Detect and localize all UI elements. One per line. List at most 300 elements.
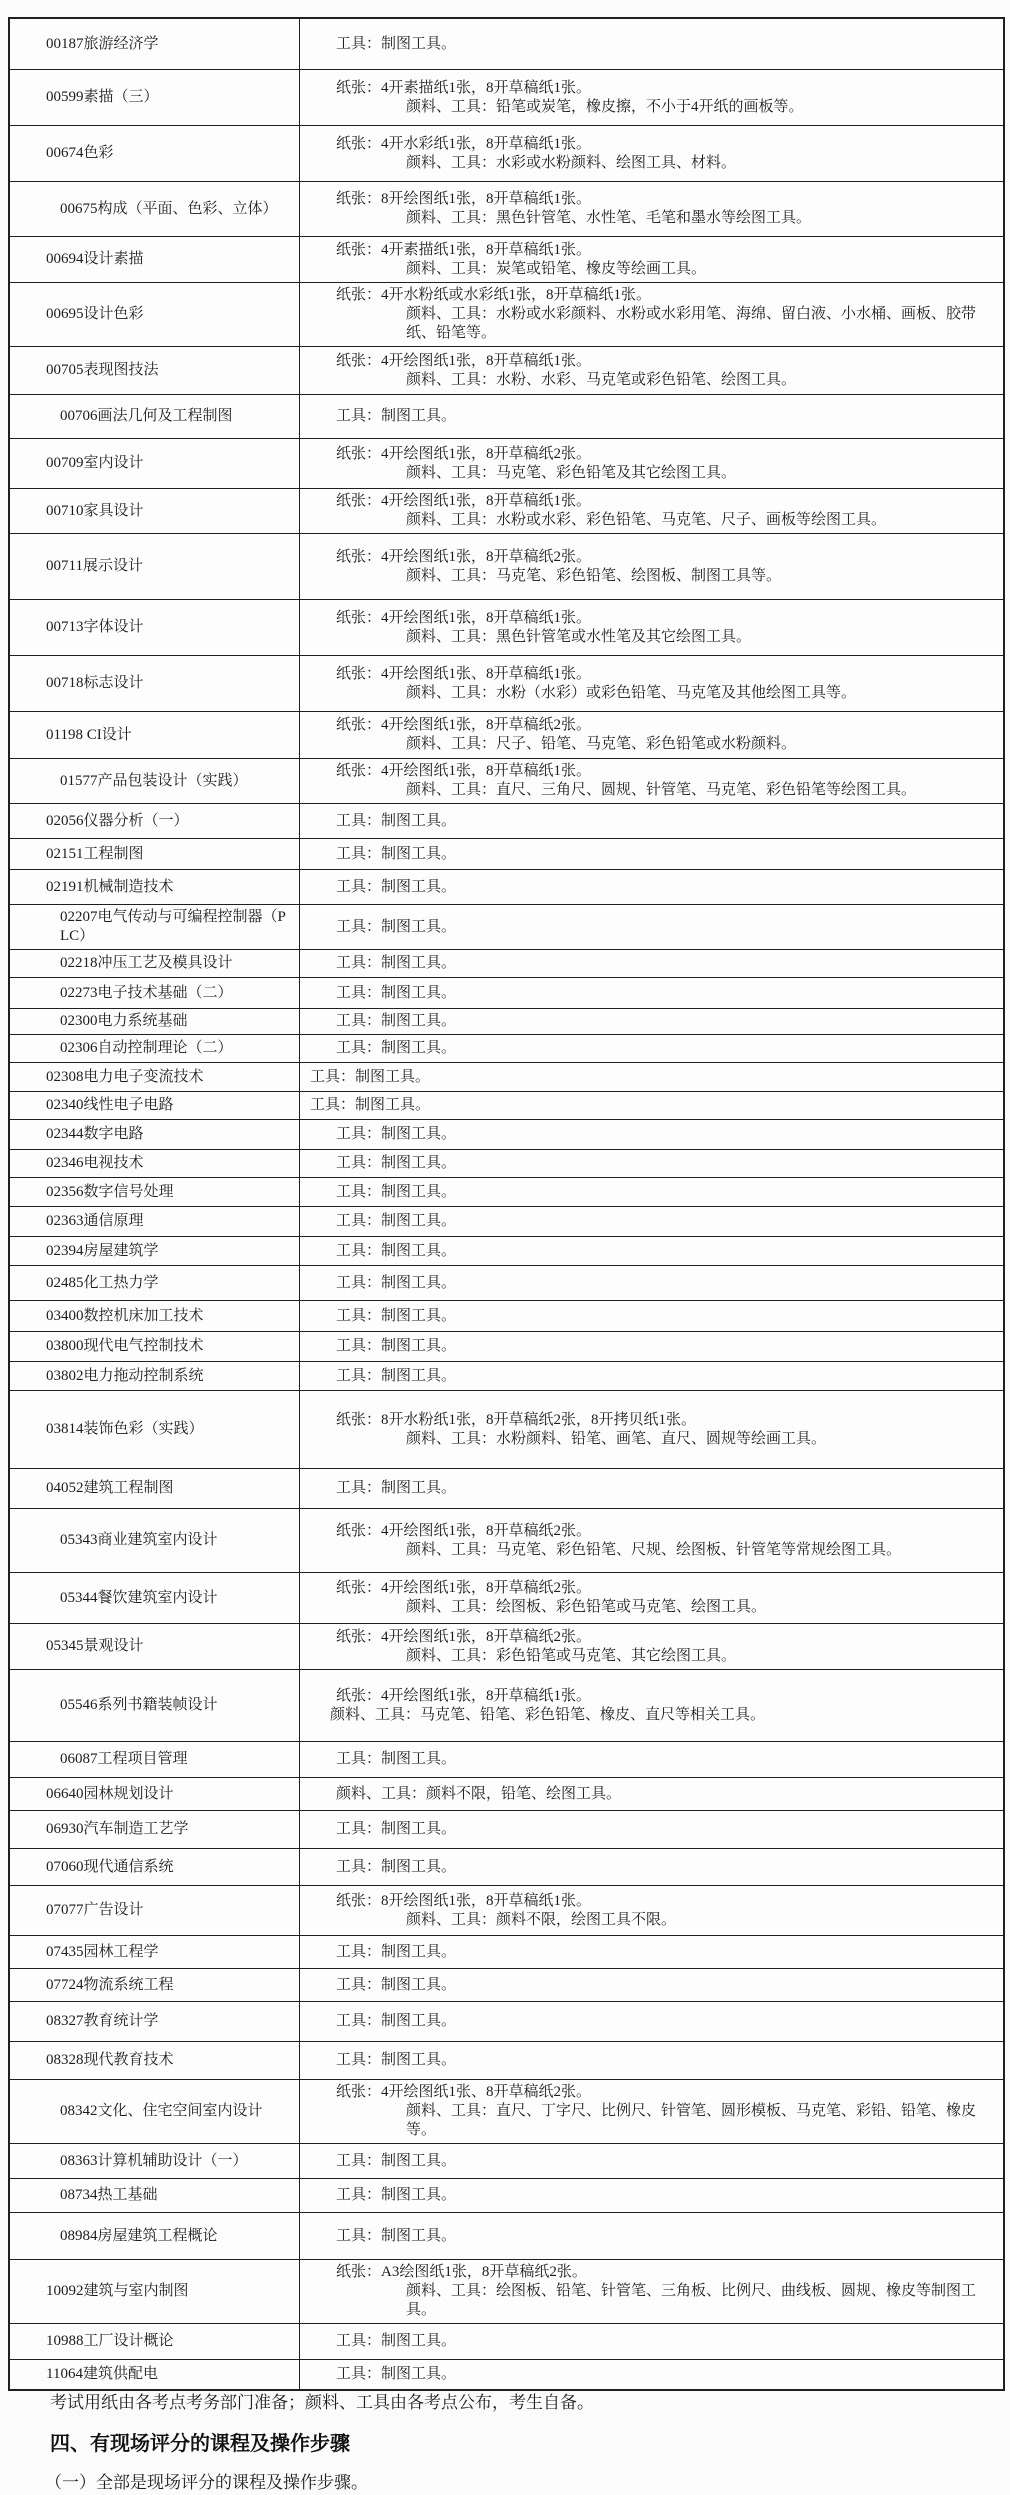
course-name: 04052建筑工程制图 <box>46 1480 174 1496</box>
course-name-cell <box>10 347 300 394</box>
requirements-cell <box>300 1009 1003 1034</box>
course-name-cell <box>10 839 300 869</box>
requirements-cell <box>300 1778 1003 1810</box>
course-name: 01198 CI设计 <box>46 726 132 743</box>
course-name-cell <box>10 489 300 533</box>
course-name: 02151工程制图 <box>46 845 144 862</box>
table-row <box>10 758 1003 803</box>
requirement-line: 工具：制图工具。 <box>336 2227 457 2244</box>
table-row <box>10 1572 1003 1623</box>
course-name-cell <box>10 237 300 282</box>
requirement-line: 颜料、工具：直尺、丁字尺、比例尺、针管笔、圆形模板、马克笔、彩铅、铅笔、橡皮等。 <box>406 2103 977 2138</box>
requirements-cell <box>300 2213 1003 2259</box>
table-row <box>10 1968 1003 2001</box>
course-name-cell <box>10 1969 300 2001</box>
requirement-line: 工具：制图工具。 <box>336 1858 457 1875</box>
course-name: 02346电视技术 <box>46 1155 144 1171</box>
course-name-cell <box>10 1624 300 1669</box>
requirements-cell <box>300 489 1003 533</box>
requirements-cell <box>300 1391 1003 1468</box>
requirement-line: 工具：制图工具。 <box>336 1040 457 1056</box>
course-name: 00706画法几何及工程制图 <box>60 408 233 424</box>
requirements-cell <box>300 839 1003 869</box>
course-name: 02207电气传动与可编程控制器（PLC） <box>60 909 286 944</box>
requirement-line: 纸张：4开水彩纸1张，8开草稿纸1张。 <box>336 135 592 152</box>
requirement-line: 颜料、工具：水粉、水彩、马克笔或彩色铅笔、绘图工具。 <box>406 371 797 388</box>
course-name-cell <box>10 1509 300 1572</box>
course-name-cell <box>10 1742 300 1777</box>
requirement-line: 工具：制图工具。 <box>336 1338 457 1354</box>
table-row <box>10 2001 1003 2041</box>
table-row <box>10 533 1003 599</box>
table-row <box>10 1265 1003 1300</box>
requirement-line: 工具：制图工具。 <box>336 878 457 895</box>
requirements-cell <box>300 70 1003 125</box>
table-row <box>10 2323 1003 2359</box>
requirement-line: 工具：制图工具。 <box>336 1242 457 1259</box>
course-name: 00695设计色彩 <box>46 306 144 322</box>
course-name: 11064建筑供配电 <box>46 2366 158 2382</box>
course-name: 00713字体设计 <box>46 619 144 635</box>
course-name-cell <box>10 1573 300 1623</box>
requirement-line: 工具：制图工具。 <box>336 1213 457 1229</box>
course-name: 08363计算机辅助设计（一） <box>60 2152 248 2169</box>
requirement-line: 颜料、工具：马克笔、彩色铅笔、尺规、绘图板、针管笔等常规绘图工具。 <box>406 1541 902 1558</box>
course-name: 02363通信原理 <box>46 1213 144 1229</box>
requirement-line: 纸张：4开绘图纸1张，8开草稿纸2张。 <box>336 548 592 565</box>
course-name-cell <box>10 1150 300 1177</box>
course-name: 02056仪器分析（一） <box>46 812 189 829</box>
table-row <box>10 19 1003 69</box>
course-name-cell <box>10 2002 300 2041</box>
course-name: 02394房屋建筑学 <box>46 1242 159 1259</box>
course-name-cell <box>10 1778 300 1810</box>
table-row <box>10 1669 1003 1741</box>
table-row <box>10 1390 1003 1468</box>
course-name: 02300电力系统基础 <box>60 1013 188 1029</box>
requirement-line: 工具：制图工具。 <box>336 1155 457 1171</box>
course-name-cell <box>10 1207 300 1236</box>
requirements-cell <box>300 347 1003 394</box>
table-row <box>10 1331 1003 1361</box>
requirement-line: 工具：制图工具。 <box>336 812 457 829</box>
table-row <box>10 1741 1003 1777</box>
table-row <box>10 346 1003 394</box>
requirement-line: 工具：制图工具。 <box>336 2052 457 2068</box>
table-row <box>10 1848 1003 1885</box>
requirement-line: 颜料、工具：黑色针管笔、水性笔、毛笔和墨水等绘图工具。 <box>406 210 812 226</box>
table-row <box>10 1885 1003 1935</box>
requirement-line: 工具：制图工具。 <box>336 1480 457 1496</box>
course-name-cell <box>10 1811 300 1848</box>
course-name-cell <box>10 1936 300 1968</box>
requirement-line: 颜料、工具：马克笔、彩色铅笔及其它绘图工具。 <box>406 464 737 481</box>
requirement-line: 工具：制图工具。 <box>336 2333 457 2349</box>
table-row <box>10 977 1003 1008</box>
table-row <box>10 282 1003 346</box>
requirements-cell <box>300 1886 1003 1935</box>
course-name: 00711展示设计 <box>46 558 143 574</box>
course-name-cell <box>10 656 300 711</box>
requirements-cell <box>300 126 1003 181</box>
requirements-cell <box>300 439 1003 488</box>
requirement-line: 颜料、工具：颜料不限，绘图工具不限。 <box>406 1911 677 1928</box>
requirement-line: 颜料、工具：马克笔、铅笔、彩色铅笔、橡皮、直尺等相关工具。 <box>330 1706 766 1723</box>
course-name-cell <box>10 19 300 69</box>
requirement-line: 纸张：4开绘图纸1张，8开草稿纸1张。 <box>336 352 592 369</box>
requirement-line: 颜料、工具：颜料不限，铅笔、绘图工具。 <box>336 1785 622 1802</box>
table-row <box>10 2212 1003 2259</box>
requirements-cell <box>300 2144 1003 2178</box>
table-row <box>10 1177 1003 1206</box>
requirements-cell <box>300 1063 1003 1091</box>
requirement-line: 工具：制图工具。 <box>336 1821 457 1837</box>
course-name-cell <box>10 283 300 346</box>
table-row <box>10 488 1003 533</box>
course-name: 07724物流系统工程 <box>46 1976 174 1993</box>
course-name-cell <box>10 534 300 599</box>
course-name: 02308电力电子变流技术 <box>46 1068 204 1085</box>
requirement-line: 工具：制图工具。 <box>336 955 457 971</box>
table-row <box>10 1810 1003 1848</box>
course-name-cell <box>10 759 300 803</box>
table-row <box>10 1091 1003 1119</box>
document-page <box>0 8 1010 2492</box>
course-name-cell <box>10 2080 300 2143</box>
requirements-cell <box>300 1811 1003 1848</box>
requirement-line: 纸张：4开绘图纸1张，8开草稿纸2张。 <box>336 1522 592 1539</box>
requirement-line: 颜料、工具：直尺、三角尺、圆规、针管笔、马克笔、彩色铅笔等绘图工具。 <box>406 782 917 798</box>
requirement-line: 工具：制图工具。 <box>336 1976 457 1993</box>
course-name: 08734热工基础 <box>60 2187 158 2203</box>
course-name-cell <box>10 1469 300 1508</box>
requirement-line: 颜料、工具：铅笔或炭笔，橡皮擦，不小于4开纸的画板等。 <box>406 98 804 115</box>
requirements-cell <box>300 283 1003 346</box>
requirements-cell <box>300 19 1003 69</box>
course-name: 03400数控机床加工技术 <box>46 1307 204 1324</box>
requirement-line: 纸张：8开水粉纸1张，8开草稿纸2张，8开拷贝纸1张。 <box>336 1411 697 1428</box>
requirement-line: 颜料、工具：水粉（水彩）或彩色铅笔、马克笔及其他绘图工具等。 <box>406 684 857 701</box>
table-row <box>10 181 1003 236</box>
table-row <box>10 2178 1003 2212</box>
course-name: 02306自动控制理论（二） <box>60 1040 233 1056</box>
table-row <box>10 394 1003 438</box>
requirements-cell <box>300 1035 1003 1062</box>
course-name: 00674色彩 <box>46 145 114 161</box>
course-name: 00187旅游经济学 <box>46 35 159 52</box>
course-name-cell <box>10 1362 300 1390</box>
table-row <box>10 1062 1003 1091</box>
requirements-cell <box>300 237 1003 282</box>
course-name: 08984房屋建筑工程概论 <box>60 2227 218 2244</box>
requirements-cell <box>300 1092 1003 1119</box>
table-row <box>10 2359 1003 2389</box>
table-row <box>10 1300 1003 1331</box>
course-name: 00710家具设计 <box>46 502 144 519</box>
table-row <box>10 1206 1003 1236</box>
table-row <box>10 949 1003 977</box>
requirement-line: 纸张：A3绘图纸1张，8开草稿纸2张。 <box>336 2264 587 2280</box>
course-name-cell <box>10 1301 300 1331</box>
course-name: 02485化工热力学 <box>46 1274 159 1291</box>
course-name: 02340线性电子电路 <box>46 1097 174 1113</box>
table-row <box>10 1119 1003 1149</box>
course-name-cell <box>10 182 300 236</box>
requirement-line: 纸张：4开绘图纸1张、8开草稿纸1张。 <box>336 665 592 682</box>
requirement-line: 工具：制图工具。 <box>336 35 457 52</box>
requirement-line: 颜料、工具：水粉颜料、铅笔、画笔、直尺、圆规等绘画工具。 <box>406 1430 827 1447</box>
course-name-cell <box>10 870 300 904</box>
requirements-cell <box>300 2360 1003 2389</box>
requirements-cell <box>300 978 1003 1008</box>
course-name: 03802电力拖动控制系统 <box>46 1367 204 1384</box>
course-name-cell <box>10 2324 300 2359</box>
course-name-cell <box>10 1849 300 1885</box>
course-name-cell <box>10 126 300 181</box>
requirements-cell <box>300 395 1003 438</box>
requirement-line: 工具：制图工具。 <box>336 1183 457 1200</box>
course-requirements-table <box>8 17 1005 2391</box>
requirement-line: 工具：制图工具。 <box>336 1274 457 1291</box>
table-row <box>10 2143 1003 2178</box>
table-row <box>10 1149 1003 1177</box>
table-row <box>10 1034 1003 1062</box>
course-name-cell <box>10 2360 300 2389</box>
table-row <box>10 655 1003 711</box>
requirement-line: 纸张：4开绘图纸1张，8开草稿纸1张。 <box>336 1687 592 1704</box>
requirement-line: 工具：制图工具。 <box>336 1013 457 1029</box>
requirement-line: 工具：制图工具。 <box>336 2152 457 2169</box>
requirement-line: 纸张：4开素描纸1张，8开草稿纸1张。 <box>336 79 592 96</box>
requirement-line: 纸张：4开绘图纸1张，8开草稿纸1张。 <box>336 609 592 626</box>
course-name-cell <box>10 1009 300 1034</box>
requirement-line: 纸张：4开绘图纸1张，8开草稿纸2张。 <box>336 445 592 462</box>
requirements-cell <box>300 656 1003 711</box>
requirement-line: 纸张：4开绘图纸1张，8开草稿纸1张。 <box>336 763 592 779</box>
course-name: 00705表现图技法 <box>46 362 159 378</box>
course-name: 06087工程项目管理 <box>60 1751 188 1767</box>
requirement-line: 颜料、工具：水粉或水彩颜料、水粉或水彩用笔、海绵、留白液、小水桶、画板、胶带纸、铅笔等。 <box>406 306 977 341</box>
table-row <box>10 1236 1003 1265</box>
course-name-cell <box>10 712 300 758</box>
paper-preparation-note: 考试用纸由各考点考务部门准备；颜料、工具由各考点公布，考生自备。 <box>50 2393 594 2412</box>
table-row <box>10 1777 1003 1810</box>
table-row <box>10 904 1003 949</box>
course-name-cell <box>10 950 300 977</box>
requirement-line: 工具：制图工具。 <box>336 1943 457 1960</box>
table-row <box>10 2259 1003 2323</box>
course-name: 06640园林规划设计 <box>46 1785 174 1802</box>
requirements-cell <box>300 1178 1003 1206</box>
requirement-line: 颜料、工具：绘图板、彩色铅笔或马克笔、绘图工具。 <box>406 1599 767 1615</box>
course-name-cell <box>10 1092 300 1119</box>
requirement-line: 纸张：4开绘图纸1张，8开草稿纸2张。 <box>336 717 592 733</box>
course-name: 00694设计素描 <box>46 251 144 267</box>
course-name: 00718标志设计 <box>46 675 144 691</box>
course-name-cell <box>10 70 300 125</box>
requirement-line: 纸张：4开绘图纸1张，8开草稿纸2张。 <box>336 1580 592 1596</box>
requirement-line: 纸张：8开绘图纸1张，8开草稿纸1张。 <box>336 191 592 207</box>
requirement-line: 颜料、工具：黑色针管笔或水性笔及其它绘图工具。 <box>406 628 752 645</box>
course-name: 02356数字信号处理 <box>46 1183 174 1200</box>
table-row <box>10 1623 1003 1669</box>
requirements-cell <box>300 2042 1003 2079</box>
course-name-cell <box>10 600 300 655</box>
course-name-cell <box>10 1120 300 1149</box>
course-name-cell <box>10 1886 300 1935</box>
requirements-cell <box>300 2080 1003 2143</box>
table-row <box>10 2079 1003 2143</box>
requirement-line: 纸张：4开绘图纸1张、8开草稿纸2张。 <box>336 2084 592 2100</box>
requirement-line: 纸张：4开素描纸1张，8开草稿纸1张。 <box>336 241 592 258</box>
requirements-cell <box>300 1509 1003 1572</box>
course-name: 01577产品包装设计（实践） <box>60 772 248 789</box>
requirements-cell <box>300 2002 1003 2041</box>
section-heading: 四、有现场评分的课程及操作步骤 <box>50 2433 350 2455</box>
course-name: 07060现代通信系统 <box>46 1858 174 1875</box>
course-name-cell <box>10 905 300 949</box>
course-name: 02273电子技术基础（二） <box>60 984 233 1001</box>
requirements-cell <box>300 600 1003 655</box>
requirements-cell <box>300 870 1003 904</box>
course-name: 03800现代电气控制技术 <box>46 1338 204 1354</box>
requirement-line: 颜料、工具：炭笔或铅笔、橡皮等绘画工具。 <box>406 260 707 277</box>
table-row <box>10 869 1003 904</box>
table-row <box>10 1008 1003 1034</box>
requirement-line: 纸张：8开绘图纸1张，8开草稿纸1张。 <box>336 1892 592 1909</box>
requirement-line: 工具：制图工具。 <box>310 1068 431 1085</box>
course-name: 00675构成（平面、色彩、立体） <box>60 200 278 217</box>
requirement-line: 纸张：4开水粉纸或水彩纸1张，8开草稿纸1张。 <box>336 287 652 303</box>
course-name-cell <box>10 1670 300 1741</box>
requirements-cell <box>300 905 1003 949</box>
table-row <box>10 1468 1003 1508</box>
requirement-line: 工具：制图工具。 <box>336 918 457 935</box>
requirements-cell <box>300 182 1003 236</box>
requirements-cell <box>300 2179 1003 2212</box>
course-name-cell <box>10 1332 300 1361</box>
course-name: 02191机械制造技术 <box>46 878 174 895</box>
table-row <box>10 599 1003 655</box>
requirements-cell <box>300 1742 1003 1777</box>
requirements-cell <box>300 950 1003 977</box>
table-row <box>10 711 1003 758</box>
course-name-cell <box>10 1266 300 1300</box>
course-name: 05344餐饮建筑室内设计 <box>60 1589 218 1606</box>
requirement-line: 工具：制图工具。 <box>336 408 457 424</box>
requirement-line: 工具：制图工具。 <box>336 2366 457 2382</box>
course-name-cell <box>10 2042 300 2079</box>
course-name: 00599素描（三） <box>46 89 159 105</box>
table-row <box>10 1361 1003 1390</box>
course-name-cell <box>10 1391 300 1468</box>
course-name: 02344数字电路 <box>46 1126 144 1142</box>
course-name-cell <box>10 395 300 438</box>
table-row <box>10 1508 1003 1572</box>
requirements-cell <box>300 1207 1003 1236</box>
course-name-cell <box>10 439 300 488</box>
course-name: 02218冲压工艺及模具设计 <box>60 955 233 971</box>
requirement-line: 纸张：4开绘图纸1张，8开草稿纸2张。 <box>336 1628 592 1645</box>
table-row <box>10 803 1003 838</box>
table-row <box>10 838 1003 869</box>
requirement-line: 颜料、工具：绘图板、铅笔、针管笔、三角板、比例尺、曲线板、圆规、橡皮等制图工具。 <box>406 2283 977 2318</box>
course-name: 10988工厂设计概论 <box>46 2333 174 2349</box>
requirements-cell <box>300 1849 1003 1885</box>
requirement-line: 工具：制图工具。 <box>336 984 457 1001</box>
requirements-cell <box>300 1670 1003 1741</box>
requirement-line: 工具：制图工具。 <box>336 1307 457 1324</box>
requirements-cell <box>300 712 1003 758</box>
requirement-line: 颜料、工具：马克笔、彩色铅笔、绘图板、制图工具等。 <box>406 567 782 584</box>
requirement-line: 工具：制图工具。 <box>336 1126 457 1142</box>
course-name: 07077广告设计 <box>46 1902 144 1918</box>
course-name-cell <box>10 1063 300 1091</box>
course-name: 10092建筑与室内制图 <box>46 2283 189 2299</box>
requirements-cell <box>300 1332 1003 1361</box>
requirement-line: 颜料、工具：水粉或水彩、彩色铅笔、马克笔、尺子、画板等绘图工具。 <box>406 512 887 528</box>
section-item: （一）全部是现场评分的课程及操作步骤。 <box>45 2473 368 2492</box>
table-row <box>10 125 1003 181</box>
course-name: 05343商业建筑室内设计 <box>60 1532 218 1548</box>
requirement-line: 工具：制图工具。 <box>336 1751 457 1767</box>
table-row <box>10 2041 1003 2079</box>
requirement-line: 工具：制图工具。 <box>336 1367 457 1384</box>
course-name: 06930汽车制造工艺学 <box>46 1821 189 1837</box>
table-row <box>10 1935 1003 1968</box>
course-name: 08327教育统计学 <box>46 2013 159 2029</box>
table-row <box>10 69 1003 125</box>
requirement-line: 工具：制图工具。 <box>336 2013 457 2029</box>
requirement-line: 颜料、工具：水彩或水粉颜料、绘图工具、材料。 <box>406 154 737 171</box>
course-name-cell <box>10 2179 300 2212</box>
course-name-cell <box>10 2260 300 2323</box>
course-name: 05345景观设计 <box>46 1638 144 1654</box>
requirement-line: 颜料、工具：彩色铅笔或马克笔、其它绘图工具。 <box>406 1647 737 1664</box>
course-name: 05546系列书籍装帧设计 <box>60 1697 218 1713</box>
requirement-line: 工具：制图工具。 <box>336 845 457 862</box>
requirements-cell <box>300 1266 1003 1300</box>
course-name: 08328现代教育技术 <box>46 2052 174 2068</box>
course-name-cell <box>10 2144 300 2178</box>
requirement-line: 纸张：4开绘图纸1张，8开草稿纸1张。 <box>336 493 592 509</box>
course-name: 00709室内设计 <box>46 455 144 471</box>
requirements-cell <box>300 1573 1003 1623</box>
table-row <box>10 438 1003 488</box>
course-name: 08342文化、住宅空间室内设计 <box>60 2103 263 2119</box>
requirements-cell <box>300 1362 1003 1390</box>
course-name-cell <box>10 978 300 1008</box>
requirements-cell <box>300 1936 1003 1968</box>
course-name-cell <box>10 1178 300 1206</box>
requirements-cell <box>300 1469 1003 1508</box>
requirement-line: 工具：制图工具。 <box>336 2187 457 2203</box>
table-row <box>10 236 1003 282</box>
requirements-cell <box>300 759 1003 803</box>
course-name: 03814装饰色彩（实践） <box>46 1421 204 1437</box>
requirements-cell <box>300 1301 1003 1331</box>
requirements-cell <box>300 804 1003 838</box>
course-name-cell <box>10 804 300 838</box>
requirements-cell <box>300 1120 1003 1149</box>
requirements-cell <box>300 1150 1003 1177</box>
requirements-cell <box>300 1624 1003 1669</box>
requirements-cell <box>300 2324 1003 2359</box>
requirements-cell <box>300 2260 1003 2323</box>
course-name-cell <box>10 1035 300 1062</box>
course-name-cell <box>10 2213 300 2259</box>
requirements-cell <box>300 534 1003 599</box>
